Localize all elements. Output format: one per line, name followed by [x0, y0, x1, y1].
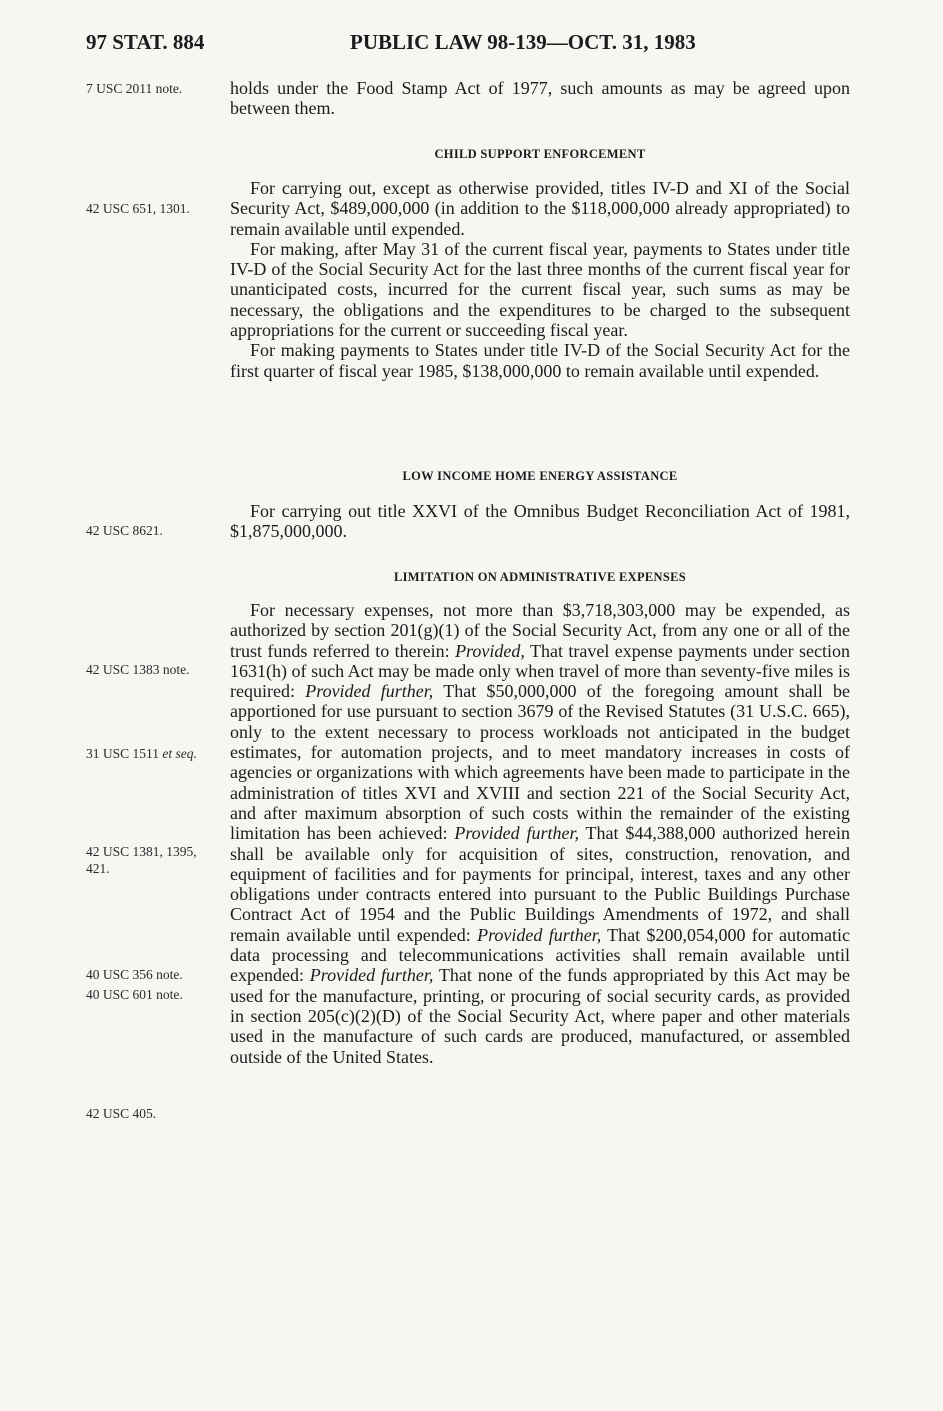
- admin-proviso-3: Provided further,: [454, 823, 579, 844]
- admin-expenses-paragraph: [230, 600, 850, 1067]
- liheap-section: [230, 501, 850, 542]
- margin-note-40-usc-356: 40 USC 356 note.: [86, 967, 183, 982]
- child-support-paragraph-2: For making, after May 31 of the current fiscal year, payments to States under title IV-D of the Social Security Act for the last three months of the current fiscal year for unanticipated costs, incurred for the current fiscal year, such sums as may be necessary, the obligations and the expenditures to be charged to the subsequent appropriations for the current or succeeding fiscal year.: [230, 238, 850, 341]
- admin-proviso-1: Provided,: [455, 640, 525, 661]
- admin-proviso-2: Provided further,: [305, 681, 434, 702]
- admin-proviso-4: Provided further,: [477, 924, 602, 945]
- child-support-paragraph-1: For carrying out, except as otherwise provided, titles IV-D and XI of the Social Security Act, $489,000,000 (in addition to the $118,000,000 already appropriated) to remain available until expended.: [230, 178, 850, 239]
- margin-note-42-usc-1381: 42 USC 1381, 1395, 421.: [86, 844, 197, 876]
- intro-continuation: [230, 78, 850, 119]
- page-header: [86, 30, 853, 60]
- margin-note-7-usc-2011: 7 USC 2011 note.: [86, 81, 183, 96]
- margin-note-42-usc-1383: 42 USC 1383 note.: [86, 662, 190, 677]
- heading-limitation-on-administrative-expenses: LIMITATION ON ADMINISTRATIVE EXPENSES: [393, 570, 687, 584]
- admin-text-6: That none of the funds appropriated by this Act may be used for the manufacture, printing, or procuring of social security cards, as provided in section 205(c)(2)(D) of the Social Security Act, where paper and other materials used in the manufacture of such cards are produced, manufactured, or assembled outside of the United States.: [230, 965, 851, 1067]
- margin-note-40-usc-601: 40 USC 601 note.: [86, 987, 183, 1002]
- margin-note-et-seq: et seq.: [162, 746, 197, 761]
- intro-paragraph: holds under the Food Stamp Act of 1977, such amounts as may be agreed upon between them.: [230, 78, 850, 119]
- admin-text-3: That $50,000,000 of the foregoing amount shall be apportioned for use pursuant to section 3679 of the Revised Statutes (31 U.S.C. 665), only to the extent necessary to process workloads not anticipated in the budget estimates, for automation projects, and to meet mandatory increases in costs of agencies or organizations with which agreements have been made to participate in the administration of titles XVI and XVIII and section 221 of the Social Security Act, and after maximum absorption of such costs within the remainder of the existing limitation has been achieved:: [230, 681, 850, 844]
- margin-note-31-usc-1511-text: 31 USC 1511: [86, 746, 163, 761]
- admin-text-4: That $44,388,000 authorized herein shall be available only for acquisition of sites, construction, renovation, and equipment of facilities and for payments for principal, interest, taxes and any other obligations under contracts entered into pursuant to the Public Buildings Purchase Contract Act of 1954 and the Public Buildings Amendments of 1972, and shall remain available until expended:: [230, 823, 850, 945]
- admin-expenses-section: [230, 600, 850, 1067]
- margin-note-42-usc-405: 42 USC 405.: [86, 1106, 157, 1121]
- statute-page-number: 97 STAT. 884: [86, 30, 205, 54]
- admin-text-2: That travel expense payments under section 1631(h) of such Act may be made only when travel of more than seventy-five miles is required:: [230, 640, 851, 702]
- child-support-section: [230, 178, 850, 381]
- margin-note-42-usc-8621: 42 USC 8621.: [86, 523, 163, 538]
- public-law-title: PUBLIC LAW 98-139—OCT. 31, 1983: [350, 30, 696, 54]
- admin-text-5: That $200,054,000 for automatic data processing and telecommunications activities shall remain available until expended:: [230, 924, 851, 986]
- admin-proviso-5: Provided further,: [309, 965, 434, 986]
- heading-low-income-home-energy-assistance: LOW INCOME HOME ENERGY ASSISTANCE: [402, 469, 678, 483]
- margin-note-31-usc-1511: [86, 745, 216, 762]
- liheap-paragraph: For carrying out title XXVI of the Omnibus Budget Reconciliation Act of 1981, $1,875,000,000.: [230, 501, 850, 542]
- child-support-paragraph-3: For making payments to States under title IV-D of the Social Security Act for the first quarter of fiscal year 1985, $138,000,000 to remain available until expended.: [230, 340, 850, 381]
- heading-child-support-enforcement: CHILD SUPPORT ENFORCEMENT: [434, 147, 646, 161]
- admin-text-1: For necessary expenses, not more than $3,718,303,000 may be expended, as authorized by section 201(g)(1) of the Social Security Act, from any one or all of the trust funds referred to therein:: [230, 600, 850, 661]
- margin-note-42-usc-651: 42 USC 651, 1301.: [86, 201, 190, 216]
